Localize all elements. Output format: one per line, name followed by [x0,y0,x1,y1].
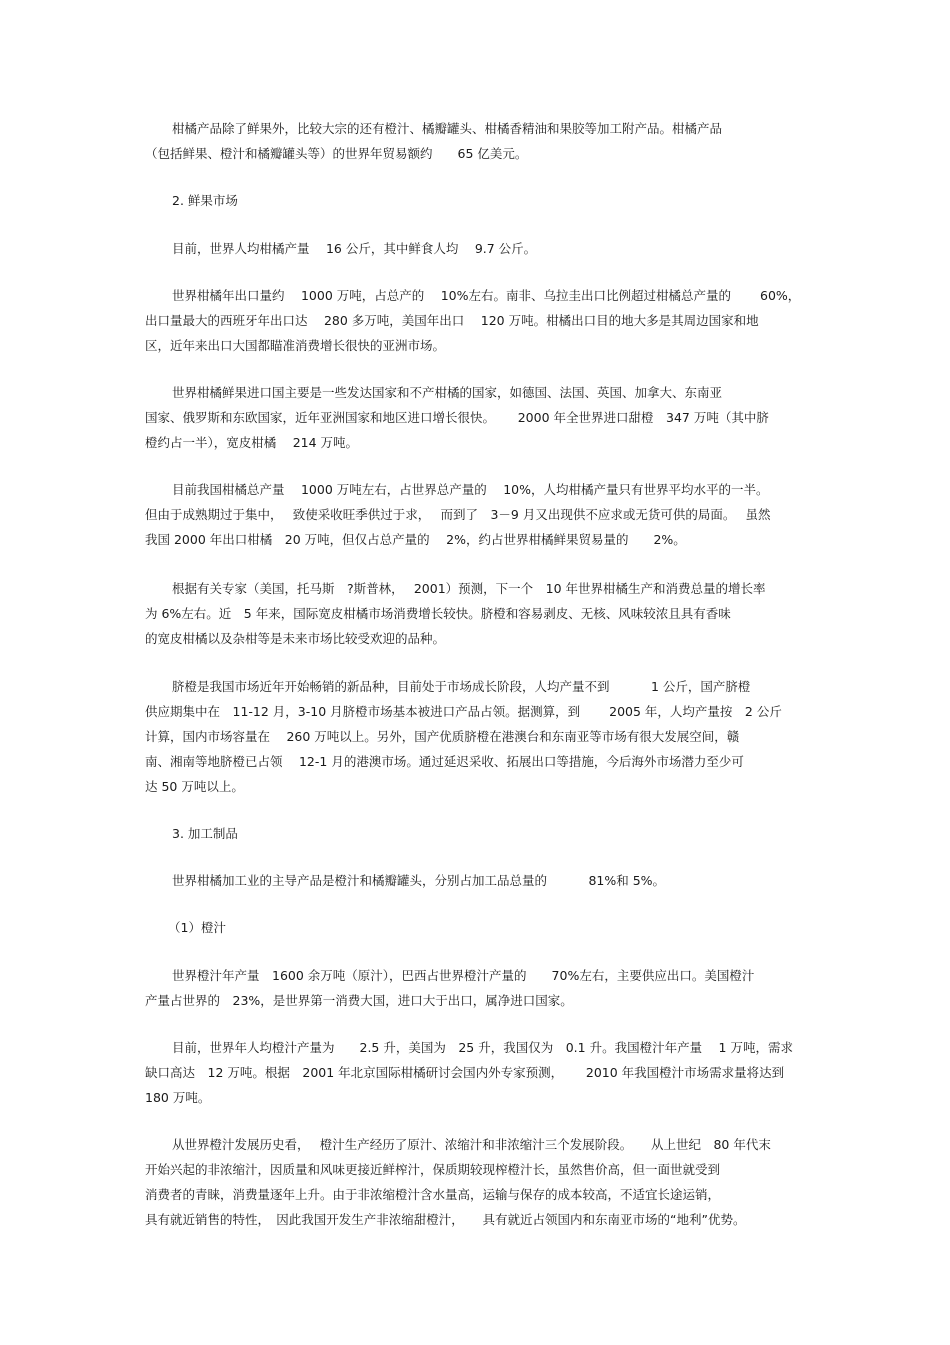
text-line: 世界柑橘鲜果进口国主要是一些发达国家和不产柑橘的国家，如德国、法国、英国、加拿大、东南亚 [172,385,723,400]
text-line: 缺口高达 12 万吨。根据 2001 年北京国际柑橘研讨会国内外专家预测， 2010 年我国橙汁市场需求量将达到 [145,1065,785,1080]
text-line: 区，近年来出口大国都瞄准消费增长很快的亚洲市场。 [145,338,446,353]
text-line: 供应期集中在 11-12 月，3-10 月脐橙市场基本被进口产品占领。据测算，到 2005 年，人均产量按 2 公斤 [145,704,782,719]
section-heading: 3. 加工制品 [172,826,238,841]
text-line: 南、湘南等地脐橙已占领 12-1 月的港澳市场。通过延迟采收、拓展出口等措施，今后海外市场潜力至少可 [145,754,744,769]
text-line: 脐橙是我国市场近年开始畅销的新品种，目前处于市场成长阶段，人均产量不到 1 公斤，国产脐橙 [172,679,751,694]
text-line: 开始兴起的非浓缩汁，因质量和风味更接近鲜榨汁，保质期较现榨橙汁长，虽然售价高，但一面世就受到 [145,1162,721,1177]
text-line: 为 6%左右。近 5 年来，国际宽皮柑橘市场消费增长较快。脐橙和容易剥皮、无核、风味较浓且具有香味 [145,606,731,621]
text-line: 目前，世界人均柑橘产量 16 公斤，其中鲜食人均 9.7 公斤。 [172,241,537,256]
text-line: 达 50 万吨以上。 [145,779,244,794]
subsection-heading: （1）橙汁 [168,920,226,935]
text-line: 计算，国内市场容量在 260 万吨以上。另外，国产优质脐橙在港澳台和东南亚等市场有很大发展空间，赣 [145,729,740,744]
text-line: 产量占世界的 23%，是世界第一消费大国，进口大于出口，属净进口国家。 [145,993,573,1008]
text-line: 柑橘产品除了鲜果外，比较大宗的还有橙汁、橘瓣罐头、柑橘香精油和果胶等加工附产品。柑橘产品 [172,121,723,136]
text-line: 国家、俄罗斯和东欧国家，近年亚洲国家和地区进口增长很快。 2000 年全世界进口甜橙 347 万吨（其中脐 [145,410,769,425]
text-line: 具有就近销售的特性， 因此我国开发生产非浓缩甜橙汁， 具有就近占领国内和东南亚市场的“地利”优势。 [145,1212,746,1227]
text-line: 橙约占一半），宽皮柑橘 214 万吨。 [145,435,359,450]
text-line: 目前我国柑橘总产量 1000 万吨左右，占世界总产量的 10%，人均柑橘产量只有世界平均水平的一半。 [172,482,769,497]
text-line: 根据有关专家（美国，托马斯 ?斯普林， 2001）预测，下一个 10 年世界柑橘生产和消费总量的增长率 [172,581,766,596]
text-line: 我国 2000 年出口柑橘 20 万吨，但仅占总产量的 2%，约占世界柑橘鲜果贸易量的 2%。 [145,532,686,547]
text-line: 但由于成熟期过于集中， 致使采收旺季供过于求， 而到了 3－9 月又出现供不应求或无货可供的局面。 虽然 [145,507,771,522]
text-line: 世界柑橘加工业的主导产品是橙汁和橘瓣罐头，分别占加工品总量的 81%和 5%。 [172,873,666,888]
section-heading: 2. 鲜果市场 [172,193,238,208]
text-line: 目前，世界年人均橙汁产量为 2.5 升，美国为 25 升，我国仅为 0.1 升。我国橙汁年产量 1 万吨，需求 [172,1040,793,1055]
text-line: 世界柑橘年出口量约 1000 万吨，占总产的 10%左右。南非、乌拉圭出口比例超过柑橘总产量的 60%， [172,288,801,303]
text-line: 的宽皮柑橘以及杂柑等是未来市场比较受欢迎的品种。 [145,631,446,646]
text-line: 世界橙汁年产量 1600 余万吨（原汁），巴西占世界橙汁产量的 70%左右，主要供应出口。美国橙汁 [172,968,755,983]
text-line: 180 万吨。 [145,1090,211,1105]
text-line: 出口量最大的西班牙年出口达 280 多万吨，美国年出口 120 万吨。柑橘出口目的地大多是其周边国家和地 [145,313,759,328]
text-line: 从世界橙汁发展历史看， 橙汁生产经历了原汁、浓缩汁和非浓缩汁三个发展阶段。 从上世纪 80 年代末 [172,1137,771,1152]
text-line: 消费者的青睐，消费量逐年上升。由于非浓缩橙汁含水量高，运输与保存的成本较高，不适宜长途运销， [145,1187,721,1202]
text-line: （包括鲜果、橙汁和橘瓣罐头等）的世界年贸易额约 65 亿美元。 [145,146,528,161]
